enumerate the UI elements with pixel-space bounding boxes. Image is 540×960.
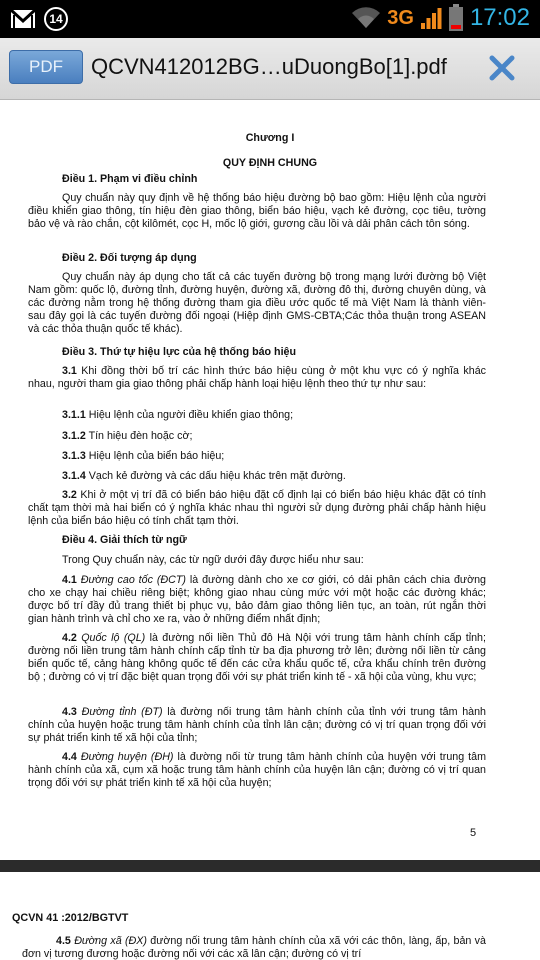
pdf-page-5[interactable] <box>0 100 540 860</box>
item-number: 3.1.1 <box>62 409 86 421</box>
item-3-1-1 <box>28 409 486 422</box>
page-number: 5 <box>470 827 477 839</box>
article-2-heading: Điều 2. Đối tượng áp dụng <box>62 252 197 264</box>
item-text: Hiệu lệnh của người điều khiển giao thông; <box>88 409 294 421</box>
wifi-icon <box>351 7 381 29</box>
chapter-title: QUY ĐỊNH CHUNG <box>222 157 318 169</box>
definition-4-3 <box>28 706 486 745</box>
definition-text: đường nối trung tâm hành chính của xã với các thôn, làng, ấp, bản và đơn vị tương đương hoặc đường nối với các xã lân cận; đường có vị trí <box>22 935 486 960</box>
item-3-1-4 <box>28 470 486 483</box>
article-4-heading: Điều 4. Giải thích từ ngữ <box>62 534 187 546</box>
close-icon[interactable] <box>486 52 518 84</box>
article-4-intro: Trong Quy chuẩn này, các từ ngữ dưới đây được hiểu như sau: <box>62 554 364 566</box>
pdf-page-6[interactable] <box>0 872 540 960</box>
battery-icon <box>448 4 464 32</box>
article-3-heading: Điều 3. Thứ tự hiệu lực của hệ thống báo hiệu <box>62 346 297 358</box>
definition-number: 4.2 <box>62 632 77 644</box>
item-3-1-3 <box>28 450 486 463</box>
status-bar <box>0 0 540 38</box>
definition-number: 4.4 <box>62 751 77 763</box>
definition-term: Đường tỉnh (ĐT) <box>81 706 163 718</box>
definition-4-2 <box>28 632 486 684</box>
item-3-1-2 <box>28 430 486 443</box>
definition-number: 4.3 <box>62 706 77 718</box>
clock: 17:02 <box>469 4 530 31</box>
notification-count-badge: 14 <box>44 7 68 31</box>
definition-number: 4.1 <box>62 574 77 586</box>
definition-term: Đường cao tốc (ĐCT) <box>80 574 186 586</box>
clause-text: Khi đồng thời bố trí các hình thức báo hiệu cùng ở một khu vực có ý nghĩa khác nhau, người tham gia giao thông phải chấp hành loại hiệu lệnh theo thứ tự như sau: <box>28 365 486 390</box>
article-1-heading: Điều 1. Phạm vi điều chỉnh <box>62 173 198 185</box>
article-3-2 <box>28 489 486 528</box>
page-header: QCVN 41 :2012/BGTVT <box>12 912 129 924</box>
app-toolbar <box>0 38 540 100</box>
definition-text: là đường nối từ trung tâm hành chính của huyện với trung tâm hành chính của xã, cụm xã hoặc trung tâm hành chính của huyện lân cận; đường có vị trí quan trọng đối với sự phát triển kinh tế xã hội của huyện; <box>28 751 487 789</box>
article-2-text: Quy chuẩn này áp dụng cho tất cả các tuyến đường bộ trong mạng lưới đường bộ Việt Nam gồm: quốc lộ, đường tỉnh, đường huyện, đường xã, đường đô thị, đường chuyên dùng, và các đường nằm trong hệ thống đường tham gia điều ước quốc tế mà Việt Nam là thành viên-sau đây gọi là các tuyến đường đối ngoại (Hiệp định GMS-CBTA;Các thỏa thuận trong ASEAN và các thỏa thuận quốc tế khác). <box>28 271 486 335</box>
article-1-text: Quy chuẩn này quy định về hệ thống báo hiệu đường bộ bao gồm: Hiệu lệnh của người điều khiển giao thông, tín hiệu đèn giao thông, biển báo hiệu, vạch kẻ đường, cọc tiêu, tường bảo vệ và rào chắn, cột kilômét, cọc H, mốc lộ giới, gương cầu lồi và dải phân cách tôn sóng. <box>28 192 486 230</box>
item-text: Vạch kẻ đường và các dấu hiệu khác trên mặt đường. <box>88 470 346 482</box>
item-number: 3.1.2 <box>62 430 86 442</box>
network-type-label: 3G <box>387 6 414 29</box>
definition-term: Đường xã (ĐX) <box>74 935 147 947</box>
definition-4-5 <box>22 935 486 960</box>
signal-icon <box>420 6 442 30</box>
definition-term: Quốc lộ (QL) <box>81 632 146 644</box>
definition-4-4 <box>28 751 486 790</box>
chapter-label: Chương I <box>245 132 295 144</box>
item-text: Tín hiệu đèn hoặc cờ; <box>88 430 193 442</box>
definition-4-1 <box>28 574 486 626</box>
clause-text: Khi ở một vị trí đã có biển báo hiệu đặt cố định lại có biển báo hiệu khác đặt có tính chất tạm thời mà hai biển có ý nghĩa khác nhau thì người sử dụng đường phải chấp hành hiệu lệnh của biển báo hiệu có tính chất tạm thời. <box>28 489 486 527</box>
definition-text: là đường nối liền Thủ đô Hà Nội với trung tâm hành chính cấp tỉnh; đường nối liền trung tâm hành chính cấp tỉnh từ ba địa phương trở lên; đường nối liền từ cảng biển quốc tế, cảng hàng không quốc tế đến các cửa khẩu quốc tế, cửa khẩu chính trên đường bộ ; đường có vị trí đặc biệt quan trọng đối với sự phát triển kinh tế - xã hội của vùng, khu vực; <box>28 632 486 683</box>
definition-text: là đường dành cho xe cơ giới, có dải phân cách chia đường cho xe chạy hai chiều riêng biệt; không giao nhau cùng mức với một hoặc các đường khác; được bố trí đầy đủ trang thiết bị phục vụ, bảo đảm giao thông liên tục, an toàn, rút ngắn thời gian hành trình và chỉ cho xe ra, vào ở những điểm nhất định; <box>28 574 486 625</box>
pdf-badge[interactable]: PDF <box>9 50 83 84</box>
item-number: 3.1.4 <box>62 470 86 482</box>
clause-number: 3.1 <box>62 365 77 377</box>
item-number: 3.1.3 <box>62 450 86 462</box>
definition-number: 4.5 <box>56 935 71 947</box>
definition-term: Đường huyện (ĐH) <box>80 751 174 763</box>
definition-text: là đường nối trung tâm hành chính của tỉnh với trung tâm hành chính của huyện hoặc trung tâm hành chính của tỉnh lân cận; đường có vị trí quan trọng đối với sự phát triển kinh tế xã hội của tỉnh; <box>28 706 486 744</box>
gmail-icon <box>10 9 36 29</box>
article-3-1 <box>28 365 486 391</box>
document-title: QCVN412012BG…uDuongBo[1].pdf <box>91 54 447 79</box>
clause-number: 3.2 <box>62 489 77 501</box>
item-text: Hiệu lệnh của biển báo hiệu; <box>88 450 225 462</box>
